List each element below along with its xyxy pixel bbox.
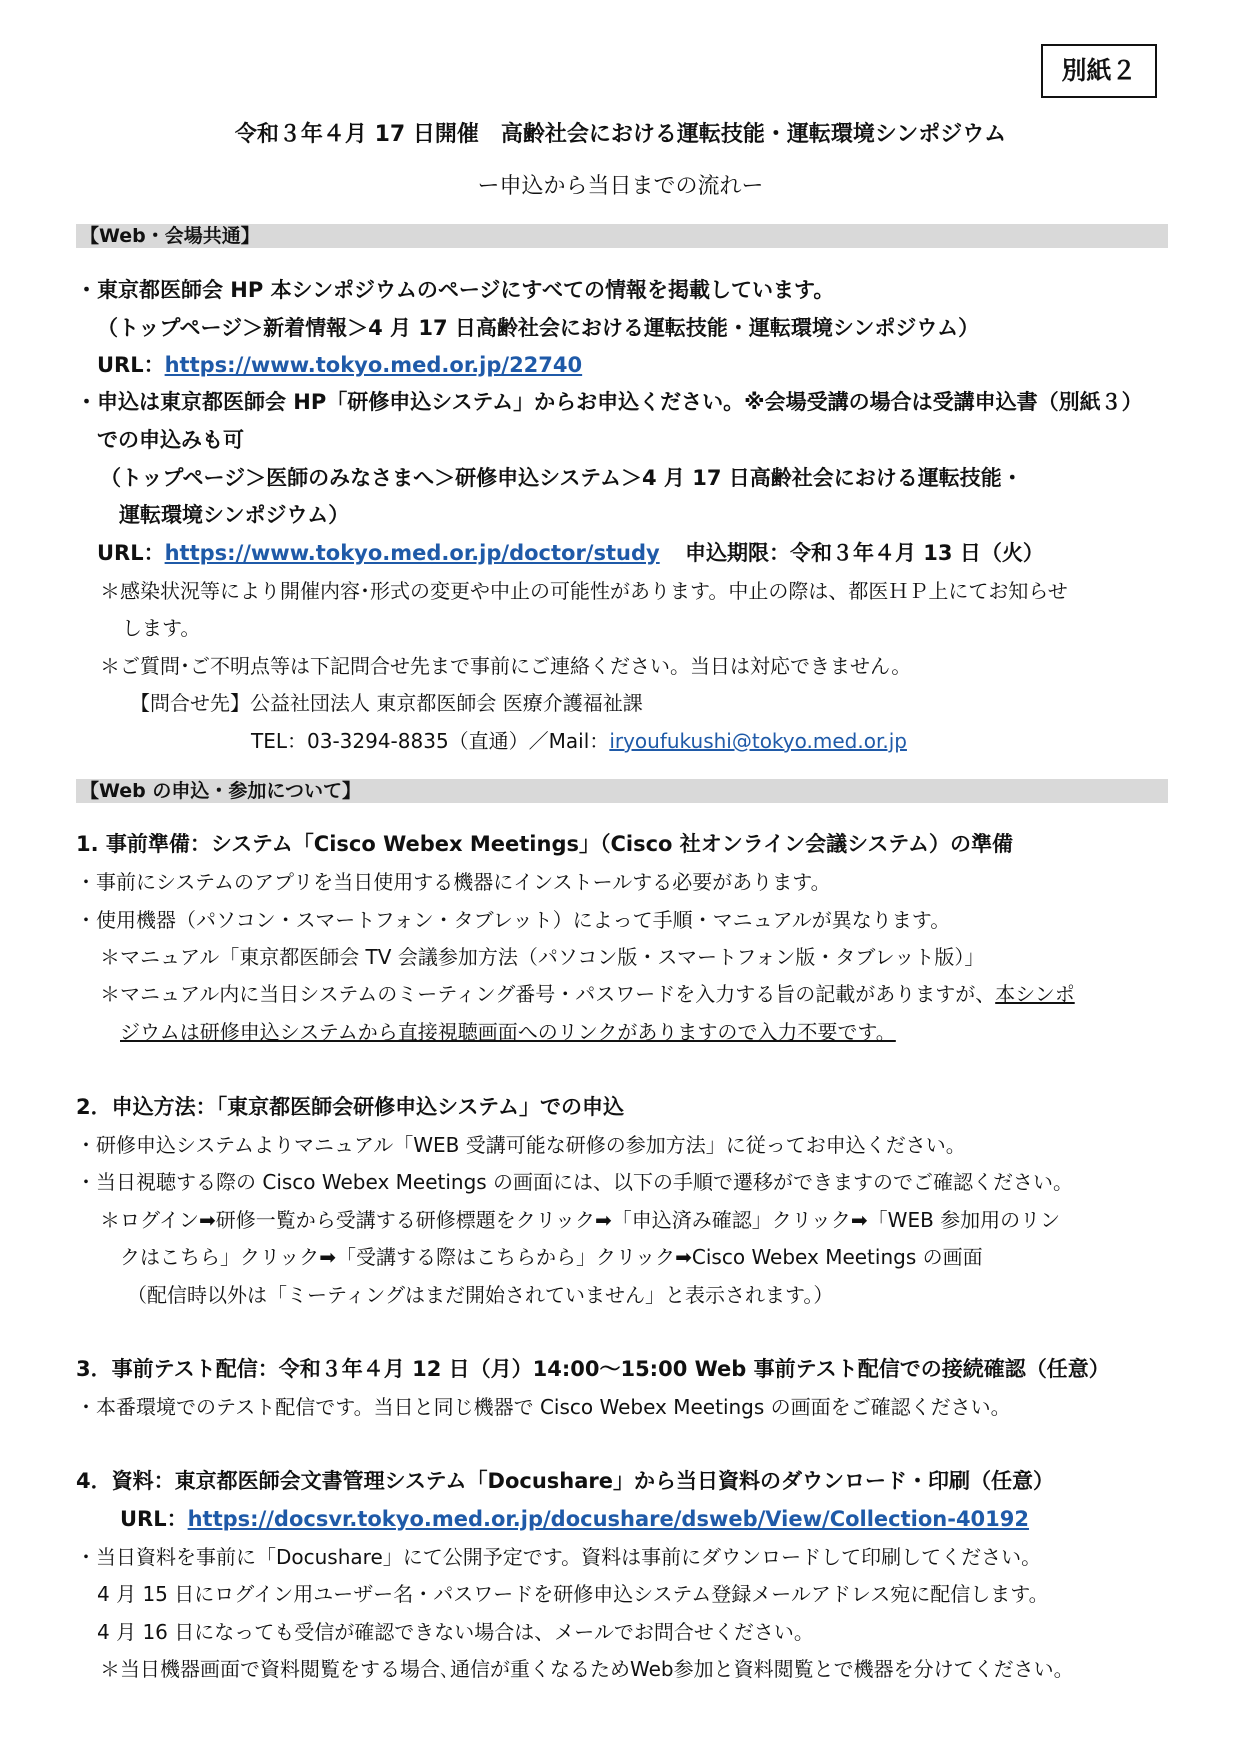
attachment-label: 別紙２ (1041, 44, 1157, 98)
common-line-2: （トップページ＞新着情報＞4 月 17 日高齢社会における運転技能・運転環境シンポジウム） (97, 316, 980, 340)
step-2-line-1: ・研修申込システムよりマニュアル「WEB 受講可能な研修の参加方法」に従ってお申込ください。 (76, 1133, 966, 1157)
step-3-title: 3．事前テスト配信：令和３年４月 12 日（月）14:00～15:00 Web 事前テスト配信での接続確認（任意） (76, 1357, 1110, 1381)
common-line-1: ・東京都医師会 HP 本シンポジウムのページにすべての情報を掲載しています。 (76, 278, 835, 302)
step-2-line-5: （配信時以外は「ミーティングはまだ開始されていません」と表示されます。） (127, 1283, 834, 1307)
url-label: URL： (120, 1507, 188, 1531)
step-1-line-4: ＊マニュアル内に当日システムのミーティング番号・パスワードを入力する旨の記載がありますが、 (100, 982, 996, 1006)
step-3-line-1: ・本番環境でのテスト配信です。当日と同じ機器で Cisco Webex Meetings の画面をご確認ください。 (76, 1395, 1011, 1419)
section-header-common-label: 【Web・会場共通】 (80, 225, 260, 247)
step-2-line-3: ＊ログイン➡研修一覧から受講する研修標題をクリック➡「申込済み確認」クリック➡「WEB 参加用のリン (100, 1208, 1061, 1232)
common-line-5: （トップページ＞医師のみなさまへ＞研修申込システム＞4 月 17 日高齢社会における運転技能・ (100, 466, 1023, 490)
step-4-line-3: 4 月 16 日になっても受信が確認できない場合は、メールでお問合せください。 (97, 1620, 814, 1644)
section-header-web (76, 779, 1168, 803)
note-cancellation-cont: します。 (122, 616, 201, 640)
tel-text: TEL：03-3294-8835（直通）／Mail： (251, 729, 610, 753)
url-label: URL： (97, 353, 165, 377)
url-label: URL： (97, 541, 165, 565)
step-4-title: 4．資料：東京都医師会文書管理システム「Docushare」から当日資料のダウンロード・印刷（任意） (76, 1469, 1054, 1493)
step-1-line-1: ・事前にシステムのアプリを当日使用する機器にインストールする必要があります。 (76, 870, 831, 894)
section-header-web-label: 【Web の申込・参加について】 (80, 780, 362, 802)
common-line-4: での申込みも可 (97, 428, 244, 452)
mail-link[interactable]: iryoufukushi@tokyo.med.or.jp (609, 729, 907, 753)
step-1-line-5: ジウムは研修申込システムから直接視聴画面へのリンクがありますので入力不要です。 (120, 1020, 896, 1044)
docushare-link[interactable]: https://docsvr.tokyo.med.or.jp/docushare/dsweb/View/Collection-40192 (187, 1507, 1030, 1531)
page-title: 令和３年４月 17 日開催 高齢社会における運転技能・運転環境シンポジウム (234, 122, 1007, 147)
step-2-line-4: クはこちら」クリック➡「受講する際はこちらから」クリック➡Cisco Webex Meetings の画面 (120, 1245, 983, 1269)
symposium-page-link[interactable]: https://www.tokyo.med.or.jp/22740 (164, 353, 583, 377)
step-2-line-2: ・当日視聴する際の Cisco Webex Meetings の画面には、以下の手順で遷移ができますのでご確認ください。 (76, 1170, 1074, 1194)
page-subtitle: ー申込から当日までの流れー (477, 174, 764, 199)
deadline-text: 申込期限：令和３年４月 13 日（火） (685, 541, 1044, 565)
step-4-line-2: 4 月 15 日にログイン用ユーザー名・パスワードを研修申込システム登録メールアドレス宛に配信します。 (97, 1582, 1049, 1606)
contact-info: 【問合せ先】公益社団法人 東京都医師会 医療介護福祉課 (130, 691, 643, 715)
study-system-link[interactable]: https://www.tokyo.med.or.jp/doctor/study (164, 541, 660, 565)
step-1-line-2: ・使用機器（パソコン・スマートフォン・タブレット）によって手順・マニュアルが異なります。 (76, 908, 951, 932)
step-1-line-3: ＊マニュアル「東京都医師会 TV 会議参加方法（パソコン版・スマートフォン版・タブレット版）」 (100, 945, 985, 969)
common-line-6: 運転環境シンポジウム） (119, 503, 350, 527)
step-2-title: 2．申込方法：「東京都医師会研修申込システム」での申込 (76, 1095, 625, 1119)
step-4-line-4: ＊当日機器画面で資料閲覧をする場合､通信が重くなるためWeb参加と資料閲覧とで機器を分けてください。 (100, 1657, 1074, 1681)
section-header-common (76, 224, 1168, 248)
note-inquiry: ＊ご質問･ご不明点等は下記問合せ先まで事前にご連絡ください。当日は対応できません。 (100, 654, 912, 678)
note-cancellation: ＊感染状況等により開催内容･形式の変更や中止の可能性があります。中止の際は、都医ＨＰ上にてお知らせ (100, 579, 1068, 603)
common-line-3: ・申込は東京都医師会 HP「研修申込システム」からお申込ください。※会場受講の場合は受講申込書（別紙３） (76, 390, 1143, 414)
step-4-line-1: ・当日資料を事前に「Docushare」にて公開予定です。資料は事前にダウンロードして印刷してください。 (76, 1545, 1042, 1569)
step-1-title: 1. 事前準備：システム「Cisco Webex Meetings」（Cisco 社オンライン会議システム）の準備 (76, 832, 1014, 856)
step-1-line-4-underlined: 本シンポ (995, 982, 1075, 1006)
